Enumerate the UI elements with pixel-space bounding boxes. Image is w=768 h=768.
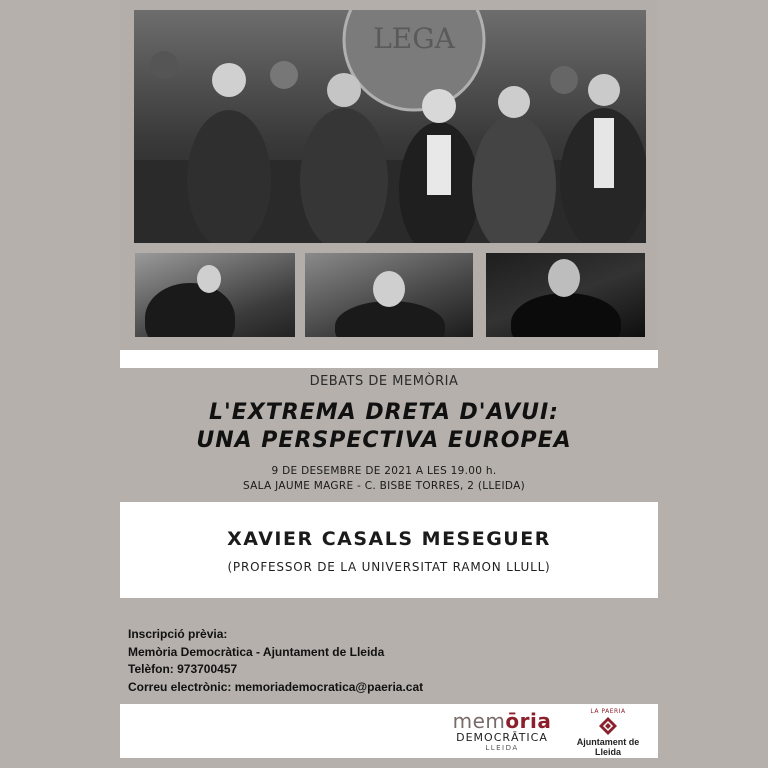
event-title-line-2: UNA PERSPECTIVA EUROPEA xyxy=(196,428,572,453)
main-photo-rally xyxy=(134,10,646,243)
portrait-photo-2 xyxy=(305,253,473,337)
speaker-role: (PROFESSOR DE LA UNIVERSITAT RAMON LLULL) xyxy=(227,560,551,574)
speaker-name: XAVIER CASALS MESEGUER xyxy=(227,528,551,550)
logo-ajuntament: Ajuntament de Lleida xyxy=(576,737,640,757)
divider-bar xyxy=(120,350,658,368)
logo-memoria-part2: ōria xyxy=(505,709,552,733)
event-title-line-1: L'EXTREMA DRETA D'AVUI: xyxy=(209,400,559,425)
banner-text: LEGA xyxy=(373,22,455,55)
memoria-democratica-logo xyxy=(450,710,554,753)
logo-paeria-small: LA PAERIA xyxy=(590,708,626,715)
logo-lleida: LLEIDA xyxy=(485,744,519,752)
event-datetime: 9 DE DESEMBRE DE 2021 A LES 19.00 h. xyxy=(271,465,497,477)
email-text[interactable]: Correu electrònic: memoriademocratica@paeria.cat xyxy=(128,679,424,694)
speaker-box xyxy=(120,502,658,598)
series-label: DEBATS DE MEMÒRIA xyxy=(309,374,459,389)
organizer-text: Memòria Democràtica - Ajuntament de Lleida xyxy=(128,644,385,659)
portrait-photo-3 xyxy=(486,253,645,337)
event-venue: SALA JAUME MAGRE - C. BISBE TORRES, 2 (LLEIDA) xyxy=(243,480,525,492)
ajuntament-lleida-logo xyxy=(564,708,652,757)
footer-logos xyxy=(120,704,658,758)
portrait-photo-1 xyxy=(135,253,295,337)
logo-democratica: DEMOCRĀTICA xyxy=(456,731,548,744)
rally-photo-illustration xyxy=(134,10,646,243)
logo-memoria-part1: mem xyxy=(452,709,506,733)
phone-text: Telèfon: 973700457 xyxy=(128,662,238,676)
registration-label: Inscripció prèvia: xyxy=(128,627,228,641)
coat-of-arms-icon xyxy=(599,717,617,735)
contact-info xyxy=(128,626,423,696)
